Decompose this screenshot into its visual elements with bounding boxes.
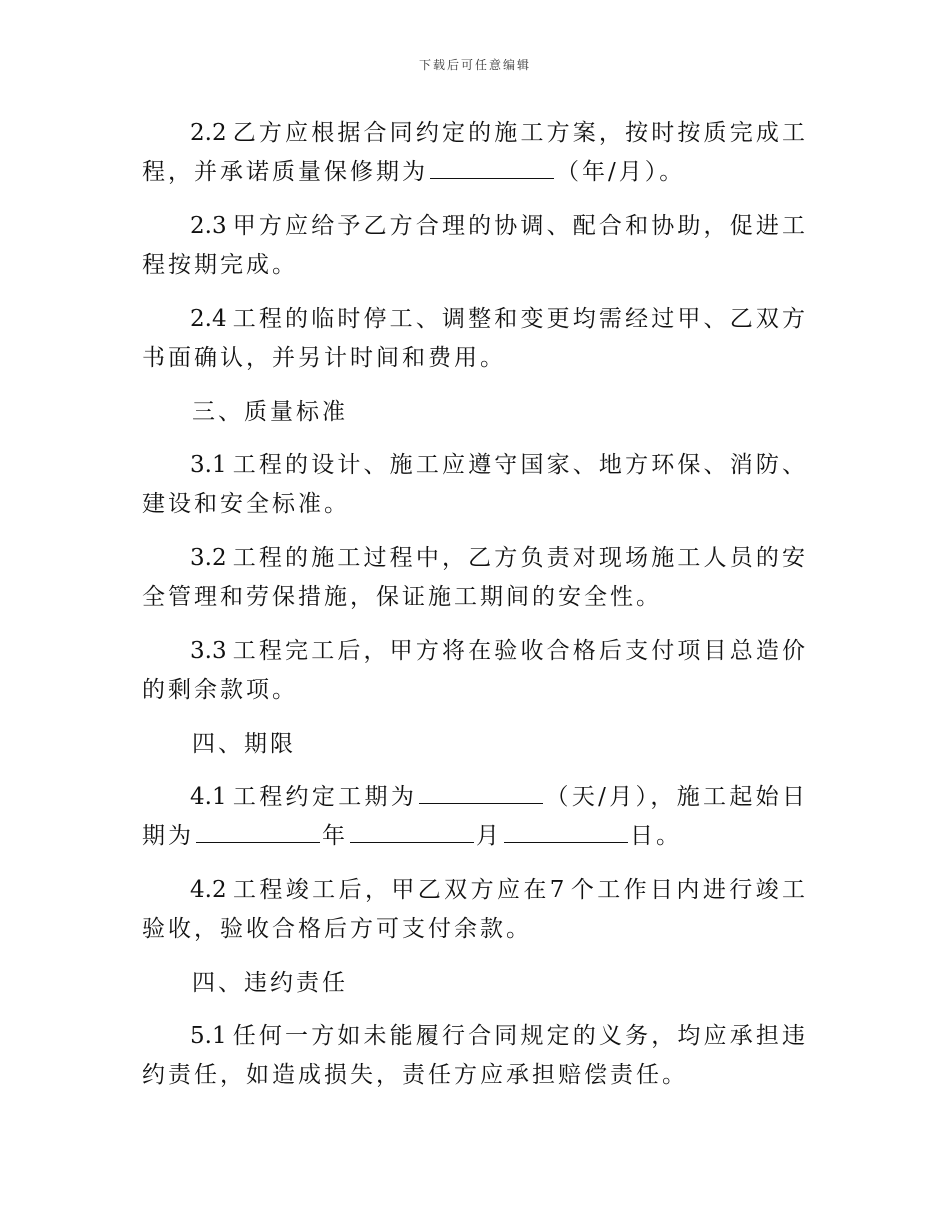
duration-blank — [419, 781, 543, 804]
clause-text: 工程约定工期为 — [232, 784, 418, 810]
days-count: 7 — [549, 877, 565, 903]
clause-text: 工程竣工后，甲乙双方应在 — [232, 877, 550, 903]
section-heading-term: 四、期限 — [192, 731, 296, 757]
clause-number: 3.1 — [190, 452, 227, 478]
clause-2-3 — [142, 207, 808, 285]
clause-number: 4.2 — [190, 877, 227, 903]
clause-text: 个工作日内进行竣工验收，验收合格后方可支付余款。 — [142, 877, 809, 942]
warranty-period-blank — [430, 156, 554, 179]
start-year-blank — [196, 820, 320, 843]
clause-text: （年/月）。 — [556, 159, 686, 185]
page-header: 下载后可任意编辑 — [418, 58, 531, 72]
clause-text: 月 — [476, 823, 502, 849]
clause-text: 甲方应给予乙方合理的协调、配合和协助，促进工程按期完成。 — [142, 213, 808, 278]
clause-text: 工程完工后，甲方将在验收合格后支付项目总造价的剩余款项。 — [142, 638, 808, 703]
clause-text: 工程的临时停工、调整和变更均需经过甲、乙双方书面确认，并另计时间和费用。 — [142, 306, 808, 371]
clause-number: 2.4 — [190, 306, 227, 332]
clause-text: 日。 — [630, 823, 682, 849]
start-month-blank — [350, 820, 474, 843]
clause-text: 乙方应根据合同约定的施工方案，按时按质完成工程，并承诺质量保修期为 — [142, 120, 808, 185]
clause-text: 工程的施工过程中，乙方负责对现场施工人员的安全管理和劳保措施，保证施工期间的安全性。 — [142, 545, 808, 610]
clause-text: 任何一方如未能履行合同规定的义务，均应承担违约责任，如造成损失，责任方应承担赔偿责任。 — [142, 1023, 808, 1088]
section-heading-quality: 三、质量标准 — [192, 399, 348, 425]
document-body — [142, 114, 808, 1110]
clause-text: 工程的设计、施工应遵守国家、地方环保、消防、建设和安全标准。 — [142, 452, 808, 517]
clause-number: 3.3 — [190, 638, 227, 664]
clause-2-4 — [142, 300, 808, 378]
clause-text: 年 — [322, 823, 348, 849]
clause-number: 5.1 — [190, 1023, 227, 1049]
clause-number: 4.1 — [190, 784, 227, 810]
clause-text: （天/月），施工起始日期为 — [142, 784, 809, 849]
clause-4-2 — [142, 871, 808, 949]
section-heading-liability: 四、违约责任 — [192, 970, 348, 996]
clause-number: 2.2 — [190, 120, 227, 146]
clause-2-2 — [142, 114, 808, 192]
start-day-blank — [504, 820, 628, 843]
clause-4-1 — [142, 778, 808, 856]
clause-number: 2.3 — [190, 213, 227, 239]
clause-number: 3.2 — [190, 545, 227, 571]
clause-3-1 — [142, 446, 808, 524]
clause-3-2 — [142, 539, 808, 617]
clause-3-3 — [142, 632, 808, 710]
clause-5-1 — [142, 1017, 808, 1095]
